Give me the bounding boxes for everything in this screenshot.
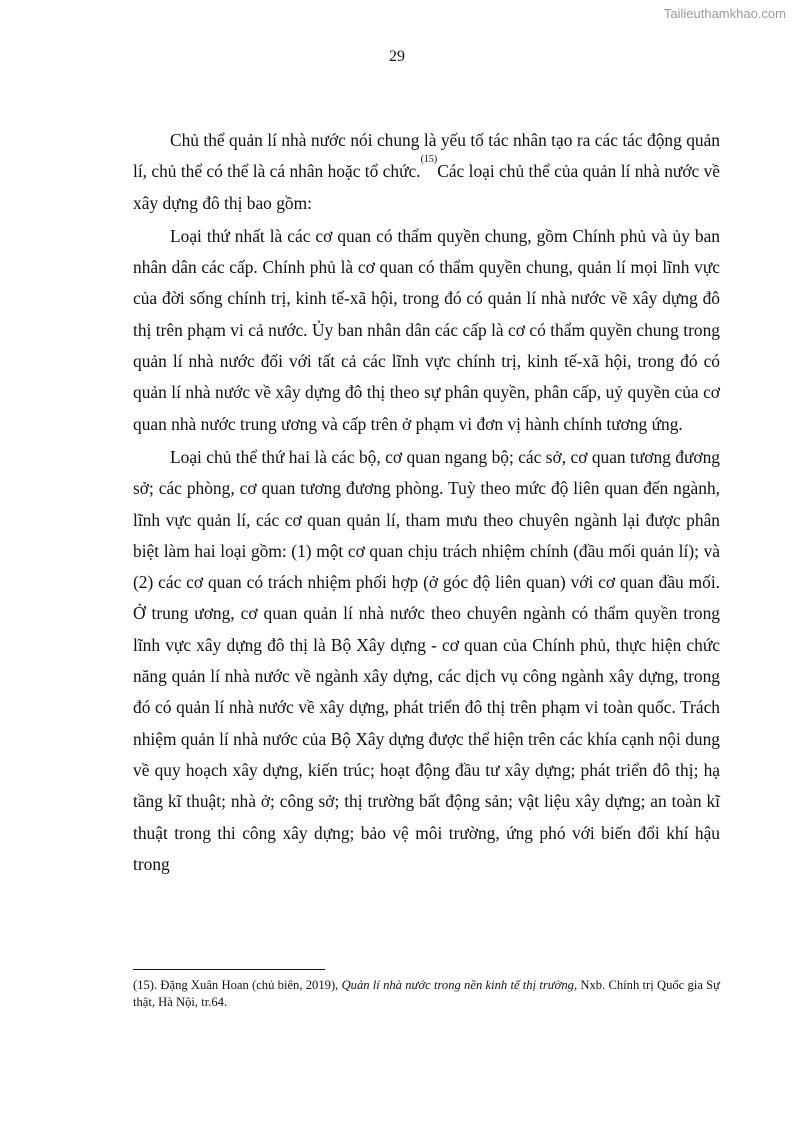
page-number: 29 — [389, 48, 405, 65]
paragraph-1-text-start: Chủ thể quản lí nhà nước nói chung là yếu tố tác nhân tạo ra các tác động quản lí, chủ thể có thể là cá nhân hoặc tổ chức. — [133, 130, 720, 182]
footnote-citation: (15). Đặng Xuân Hoan (chủ biên, 2019), — [133, 978, 342, 992]
paragraph-1 — [133, 125, 720, 219]
footnote-divider — [133, 969, 325, 970]
footnote-reference[interactable]: (15) — [420, 154, 438, 166]
paragraph-2: Loại thứ nhất là các cơ quan có thẩm quyền chung, gồm Chính phủ và ủy ban nhân dân các cấp. Chính phủ là cơ quan có thẩm quyền chung, quản lí mọi lĩnh vực của đời sống chính trị, kinh tế-xã hội, trong đó có quản lí nhà nước về xây dựng đô thị trên phạm vi cả nước. Ủy ban nhân dân các cấp là cơ có thẩm quyền chung trong quản lí nhà nước đối với tất cả các lĩnh vực chính trị, kinh tế-xã hội, trong đó có quản lí nhà nước về xây dựng đô thị theo sự phân quyền, phân cấp, uỷ quyền của cơ quan nhà nước trung ương và cấp trên ở phạm vi đơn vị hành chính tương ứng. — [133, 225, 720, 434]
footnote-book-title: Quản lí nhà nước trong nền kinh tế thị trường — [341, 978, 574, 992]
footnote — [133, 977, 720, 1010]
paragraph-3: Loại chủ thể thứ hai là các bộ, cơ quan ngang bộ; các sở, cơ quan tương đương sở; các phòng, cơ quan tương đương phòng. Tuỳ theo mức độ liên quan đến ngành, lĩnh vực quản lí, các cơ quan quản lí, tham mưu theo chuyên ngành lại được phân biệt làm hai loại gồm: (1) một cơ quan chịu trách nhiệm chính (đầu mối quản lí); và (2) các cơ quan có trách nhiệm phối hợp (ở góc độ liên quan) với cơ quan đầu mối. Ở trung ương, cơ quan quản lí nhà nước theo chuyên ngành có thẩm quyền trong lĩnh vực xây dựng đô thị là Bộ Xây dựng - cơ quan của Chính phủ, thực hiện chức năng quản lí nhà nước về ngành xây dựng, các dịch vụ công ngành xây dựng, trong đó có quản lí nhà nước về xây dựng, phát triển đô thị trên phạm vi toàn quốc. Trách nhiệm quản lí nhà nước của Bộ Xây dựng được thể hiện trên các khía cạnh nội dung về quy hoạch xây dựng, kiến trúc; hoạt động đầu tư xây dựng; phát triển đô thị; hạ tầng kĩ thuật; nhà ở; công sở; thị trường bất động sản; vật liệu xây dựng; an toàn kĩ thuật trong thi công xây dựng; bảo vệ môi trường, ứng phó với biến đổi khí hậu trong — [133, 446, 720, 874]
watermark: Tailieuthamkhao.com — [663, 6, 786, 21]
body-text — [133, 125, 720, 882]
footnote-publisher: , Nxb. Chính trị Quốc gia Sự thật, Hà Nội, tr.64. — [133, 978, 720, 1009]
paragraph-1-text-end: Các loại chủ thể của quản lí nhà nước về xây dựng đô thị bao gồm: — [133, 161, 720, 213]
